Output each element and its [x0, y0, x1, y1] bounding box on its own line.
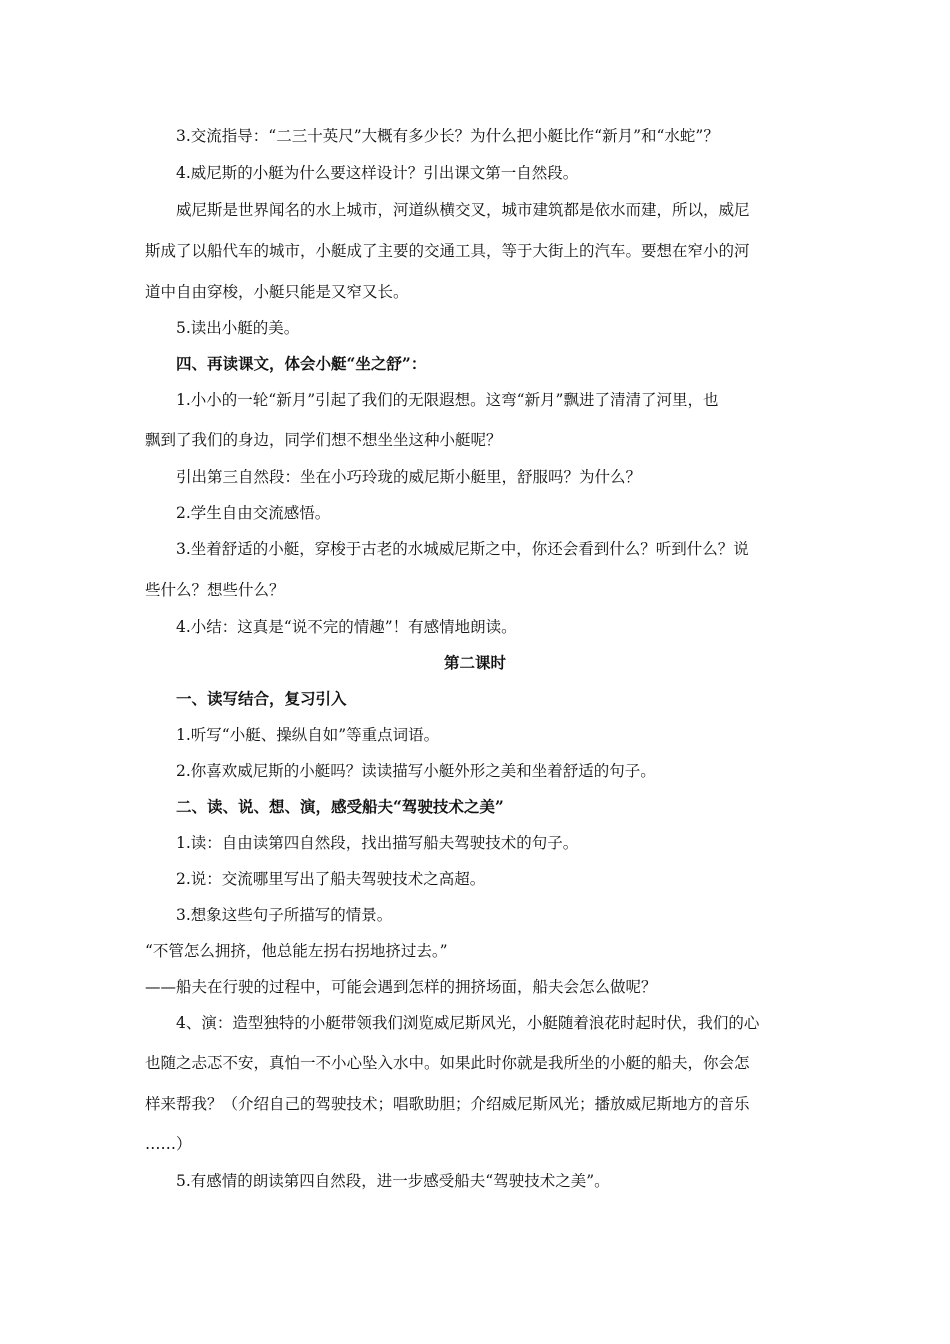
text-line: 2.说：交流哪里写出了船夫驾驶技术之高超。	[176, 870, 486, 888]
text-line: 3.交流指导：“二三十英尺”大概有多少长？为什么把小艇比作“新月”和“水蛇”？	[176, 127, 719, 145]
text-line: 3.坐着舒适的小艇，穿梭于古老的水城威尼斯之中，你还会看到什么？听到什么？说	[176, 540, 749, 558]
text-line: 斯成了以船代车的城市，小艇成了主要的交通工具，等于大街上的汽车。要想在窄小的河	[145, 242, 750, 260]
text-line: ——船夫在行驶的过程中，可能会遇到怎样的拥挤场面，船夫会怎么做呢？	[145, 978, 657, 996]
text-line: 1.读：自由读第四自然段，找出描写船夫驾驶技术的句子。	[176, 834, 579, 852]
section-heading: 一、读写结合，复习引入	[176, 689, 347, 708]
text-line: 4.小结：这真是“说不完的情趣”！有感情地朗读。	[176, 618, 517, 636]
text-line: 5.读出小艇的美。	[176, 319, 300, 337]
text-line: 3.想象这些句子所描写的情景。	[176, 906, 393, 924]
text-line: 也随之忐忑不安，真怕一不小心坠入水中。如果此时你就是我所坐的小艇的船夫，你会怎	[145, 1054, 750, 1072]
text-line: ……）	[145, 1135, 192, 1153]
text-line: 1.听写“小艇、操纵自如”等重点词语。	[176, 726, 440, 744]
text-line: 1.小小的一轮“新月”引起了我们的无限遐想。这弯“新月”飘进了清清了河里，也	[176, 391, 719, 409]
text-line: 样来帮我？（介绍自己的驾驶技术；唱歌助胆；介绍威尼斯风光；播放威尼斯地方的音乐	[145, 1095, 750, 1113]
text-line: 4、演：造型独特的小艇带领我们浏览威尼斯风光，小艇随着浪花时起时伏，我们的心	[176, 1014, 760, 1032]
text-line: 威尼斯是世界闻名的水上城市，河道纵横交叉，城市建筑都是依水而建，所以，威尼	[176, 201, 750, 219]
text-line: 道中自由穿梭，小艇只能是又窄又长。	[145, 283, 409, 301]
text-line: 些什么？想些什么？	[145, 581, 285, 599]
section-heading: 二、读、说、想、演，感受船夫“驾驶技术之美”	[176, 797, 504, 816]
text-line: 2.学生自由交流感悟。	[176, 504, 331, 522]
text-line: 飘到了我们的身边，同学们想不想坐坐这种小艇呢？	[145, 431, 502, 449]
quote-line: “不管怎么拥挤，他总能左拐右拐地挤过去。”	[145, 942, 448, 960]
lesson-title: 第二课时	[443, 653, 506, 672]
text-line: 2.你喜欢威尼斯的小艇吗？读读描写小艇外形之美和坐着舒适的句子。	[176, 762, 656, 780]
section-heading: 四、再读课文，体会小艇“坐之舒”：	[176, 354, 427, 373]
text-line: 引出第三自然段：坐在小巧玲珑的威尼斯小艇里，舒服吗？为什么？	[176, 468, 642, 486]
text-line: 5.有感情的朗读第四自然段，进一步感受船夫“驾驶技术之美”。	[176, 1172, 610, 1190]
text-line: 4.威尼斯的小艇为什么要这样设计？引出课文第一自然段。	[176, 164, 579, 182]
